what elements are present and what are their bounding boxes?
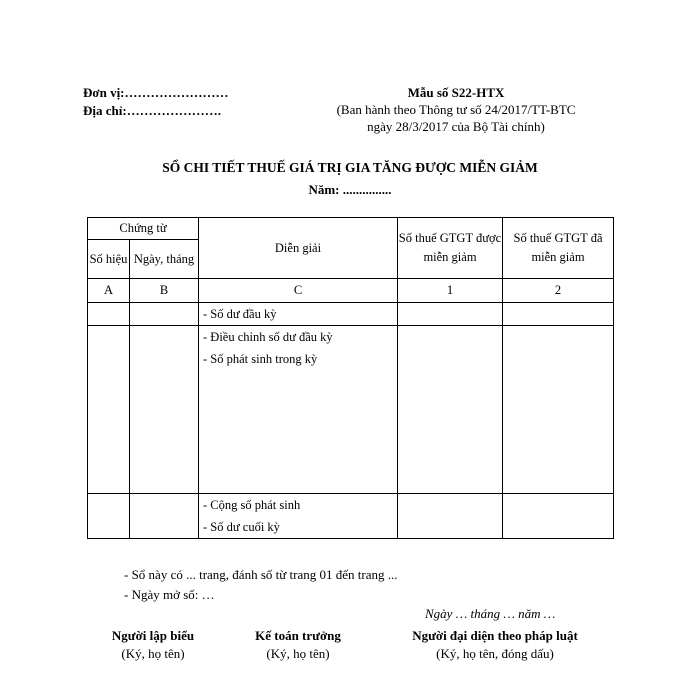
preparer-signature xyxy=(103,627,203,663)
column-code-row xyxy=(88,279,614,303)
legal-rep-note: (Ký, họ tên, đóng dấu) xyxy=(436,646,554,661)
pages-note: - Sổ này có ... trang, đánh số từ trang 01 đến trang ... xyxy=(124,567,398,582)
total-arising-label: - Cộng số phát sinh xyxy=(203,498,301,512)
description-header: Diễn giải xyxy=(199,218,398,279)
cell xyxy=(88,494,130,539)
unit-info xyxy=(83,84,229,120)
chief-accountant-role: Kế toán trưởng xyxy=(255,628,341,643)
table-row xyxy=(88,494,614,539)
cell xyxy=(398,303,503,326)
column-code-c: C xyxy=(199,279,398,303)
preparer-note: (Ký, họ tên) xyxy=(121,646,185,661)
voucher-header: Chứng từ xyxy=(88,218,199,240)
table-row xyxy=(88,303,614,326)
cell xyxy=(130,326,199,494)
adjust-opening-label: - Điều chỉnh số dư đầu kỳ xyxy=(203,330,333,344)
form-code: Mẫu số S22-HTX xyxy=(407,85,505,100)
legal-rep-signature xyxy=(400,627,590,663)
opening-balance-label: - Số dư đầu kỳ xyxy=(203,307,277,321)
legal-rep-role: Người đại diện theo pháp luật xyxy=(412,628,578,643)
cell xyxy=(199,326,398,494)
header-row-1 xyxy=(88,218,614,240)
column-code-1: 1 xyxy=(398,279,503,303)
column-code-b: B xyxy=(130,279,199,303)
arising-label: - Số phát sinh trong kỳ xyxy=(203,352,318,366)
chief-accountant-signature xyxy=(247,627,349,663)
cell xyxy=(88,303,130,326)
form-info xyxy=(322,84,590,135)
date-header: Ngày, tháng xyxy=(130,240,199,279)
cell xyxy=(88,326,130,494)
number-header: Số hiệu xyxy=(88,240,130,279)
year-label: Năm: ............... xyxy=(308,182,392,197)
form-issued-line2: ngày 28/3/2017 của Bộ Tài chính) xyxy=(367,119,545,134)
cell xyxy=(130,303,199,326)
closing-balance-label: - Số dư cuối kỳ xyxy=(203,520,280,534)
cell xyxy=(503,326,614,494)
open-date-note: - Ngày mở sổ: … xyxy=(124,587,215,602)
chief-accountant-note: (Ký, họ tên) xyxy=(266,646,330,661)
signature-date: Ngày … tháng … năm … xyxy=(425,606,556,621)
cell xyxy=(398,326,503,494)
cell xyxy=(130,494,199,539)
form-issued-line1: (Ban hành theo Thông tư số 24/2017/TT-BTC xyxy=(336,102,576,117)
cell xyxy=(503,494,614,539)
page-title: SỔ CHI TIẾT THUẾ GIÁ TRỊ GIA TĂNG ĐƯỢC MIỄN GIẢM xyxy=(162,160,538,175)
table-row xyxy=(88,326,614,494)
cell xyxy=(398,494,503,539)
ledger-table xyxy=(87,217,614,539)
notes xyxy=(124,565,398,605)
cell xyxy=(199,494,398,539)
cell xyxy=(503,303,614,326)
column-code-2: 2 xyxy=(503,279,614,303)
tax-reduced-header: Số thuế GTGT đã miễn giảm xyxy=(503,218,614,279)
column-code-a: A xyxy=(88,279,130,303)
unit-label: Đơn vị:…………………… xyxy=(83,85,229,100)
address-label: Địa chỉ:…………………. xyxy=(83,103,221,118)
preparer-role: Người lập biểu xyxy=(111,628,195,643)
tax-exempted-header: Số thuế GTGT được miễn giảm xyxy=(398,218,503,279)
cell xyxy=(199,303,398,326)
